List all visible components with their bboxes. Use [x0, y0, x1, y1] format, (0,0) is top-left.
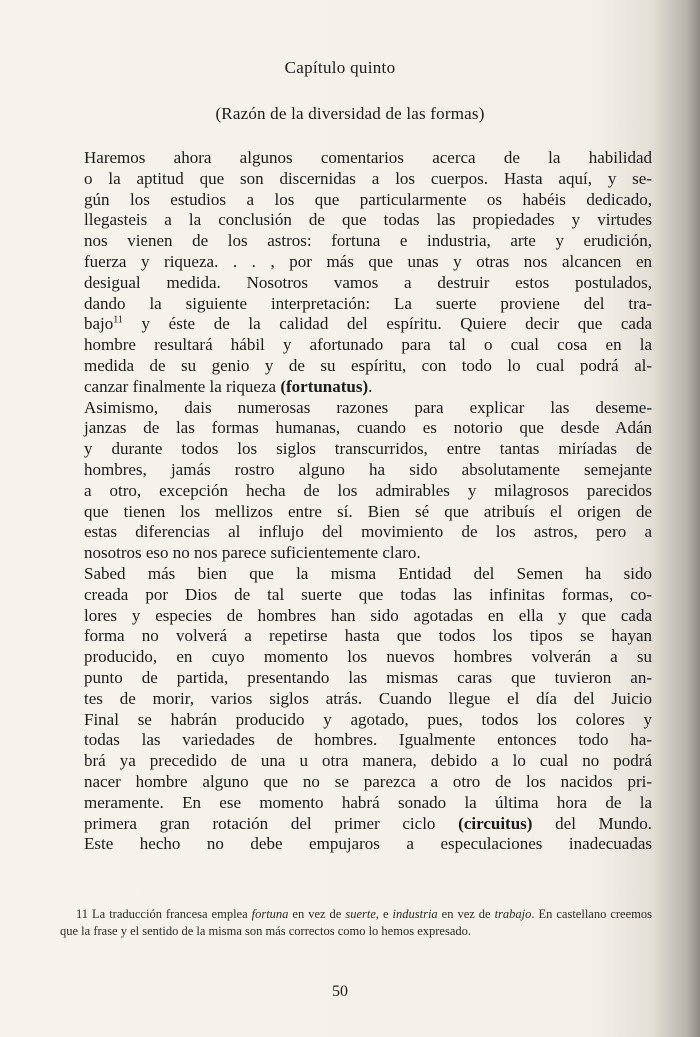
- footnote-term: industria: [392, 907, 438, 921]
- text-fragment: .: [368, 376, 373, 396]
- footnote-term: suerte: [345, 907, 376, 921]
- paragraph-1: [60, 148, 652, 398]
- text-line: Final se habrán producido y agotado, pues, todos los colores y: [84, 709, 652, 729]
- text-fragment: primera gran rotación del primer ciclo: [84, 813, 436, 833]
- text-line: que tienen los mellizos entre sí. Bien sé que atribuís el origen de: [84, 501, 652, 521]
- text-line: [60, 377, 652, 398]
- text-line: Haremos ahora algunos comentarios acerca de la habilidad: [84, 148, 652, 167]
- text-line: lores y especies de hombres han sido agotadas en ella y que cada: [84, 605, 652, 625]
- text-fragment: y éste de la calidad del espíritu. Quiere decir que cada: [122, 314, 652, 334]
- footnote-text: . En castellano creemos que la frase y el sentido de la misma son más correctos como lo hemos expresado.: [60, 907, 652, 938]
- text-line: punto de partida, presentando las mismas caras que tuvieron an-: [84, 667, 652, 687]
- text-line: medida de su genio y de su espíritu, con todo lo cual podrá al-: [84, 355, 652, 375]
- text-line: nosotros eso no nos parece suficientemente claro.: [84, 543, 421, 563]
- bold-term: (circuitus): [458, 813, 533, 833]
- text-line: desigual medida. Nosotros vamos a destruir estos postulados,: [84, 272, 652, 292]
- footnote-term: fortuna: [251, 907, 289, 921]
- footnote-text: La traducción francesa emplea: [92, 907, 252, 921]
- footnote-text: en vez de: [437, 907, 495, 921]
- text-line: creada por Dios de tal suerte que todas las infinitas formas, co-: [84, 584, 652, 604]
- bold-term: (fortunatus): [280, 376, 369, 396]
- text-line: Sabed más bien que la misma Entidad del Semen ha sido: [84, 563, 652, 583]
- footnote-text: en vez de: [288, 907, 346, 921]
- text-line: Este hecho no debe empujaros a especulaciones inadecuadas: [84, 834, 652, 854]
- text-line: [60, 314, 652, 335]
- text-line: llegasteis a la conclusión de que todas las propiedades y virtudes: [84, 210, 652, 230]
- text-line: gún los estudios a los que particularmente os habéis dedicado,: [84, 189, 652, 209]
- text-fragment: canzar finalmente la riqueza: [84, 376, 277, 396]
- footnote-text: , e: [375, 907, 393, 921]
- footnote-number: 11: [76, 907, 89, 921]
- text-line: nos vienen de los astros: fortuna e industria, arte y erudición,: [84, 231, 652, 251]
- text-line: o la aptitud que son discernidas a los cuerpos. Hasta aquí, y se-: [84, 168, 652, 188]
- text-line: hombre resultará hábil y afortunado para tal o cual cosa en la: [84, 335, 652, 355]
- text-line: nacer hombre alguno que no se parezca a otro de los nacidos pri-: [84, 771, 652, 791]
- paragraph-4: [60, 834, 652, 855]
- chapter-subtitle: (Razón de la diversidad de las formas): [215, 104, 485, 123]
- footnote-reference[interactable]: 11: [113, 314, 123, 326]
- body-text: [60, 148, 652, 855]
- text-line: tes de morir, varios siglos atrás. Cuando llegue el día del Juicio: [84, 688, 652, 708]
- text-line: estas diferencias al influjo del movimiento de los astros, pero a: [84, 522, 652, 542]
- footnote-term: trabajo: [494, 907, 532, 921]
- text-line: [60, 814, 652, 835]
- text-line: producido, en cuyo momento los nuevos hombres volverán a su: [84, 647, 652, 667]
- chapter-title: Capítulo quinto: [284, 58, 396, 77]
- paragraph-2: [60, 398, 652, 564]
- text-line: y durante todos los siglos transcurridos, entre tantas miríadas de: [84, 439, 652, 459]
- text-line: fuerza y riqueza. . . , por más que unas y otras nos alcancen en: [84, 251, 652, 271]
- text-line: todas las variedades de hombres. Igualmente entonces todo ha-: [84, 730, 652, 750]
- text-line: forma no volverá a repetirse hasta que todos los tipos se hayan: [84, 626, 652, 646]
- text-line: meramente. En ese momento habrá sonado la última hora de la: [84, 792, 652, 812]
- footnote: [60, 906, 652, 940]
- paragraph-3: [60, 564, 652, 834]
- text-line: brá ya precedido de una u otra manera, debido a lo cual no podrá: [84, 751, 652, 771]
- text-fragment: bajo: [84, 314, 114, 334]
- text-fragment: del Mundo.: [532, 813, 653, 833]
- text-line: dando la siguiente interpretación: La suerte proviene del tra-: [84, 293, 652, 313]
- text-line: janzas de las formas humanas, cuando es notorio que desde Adán: [84, 418, 652, 438]
- text-line: a otro, excepción hecha de los admirables y milagrosos parecidos: [84, 480, 652, 500]
- text-line: Asimismo, dais numerosas razones para explicar las deseme-: [84, 397, 652, 417]
- text-line: hombres, jamás rostro alguno ha sido absolutamente semejante: [84, 459, 652, 479]
- page-number: 50: [332, 983, 348, 1000]
